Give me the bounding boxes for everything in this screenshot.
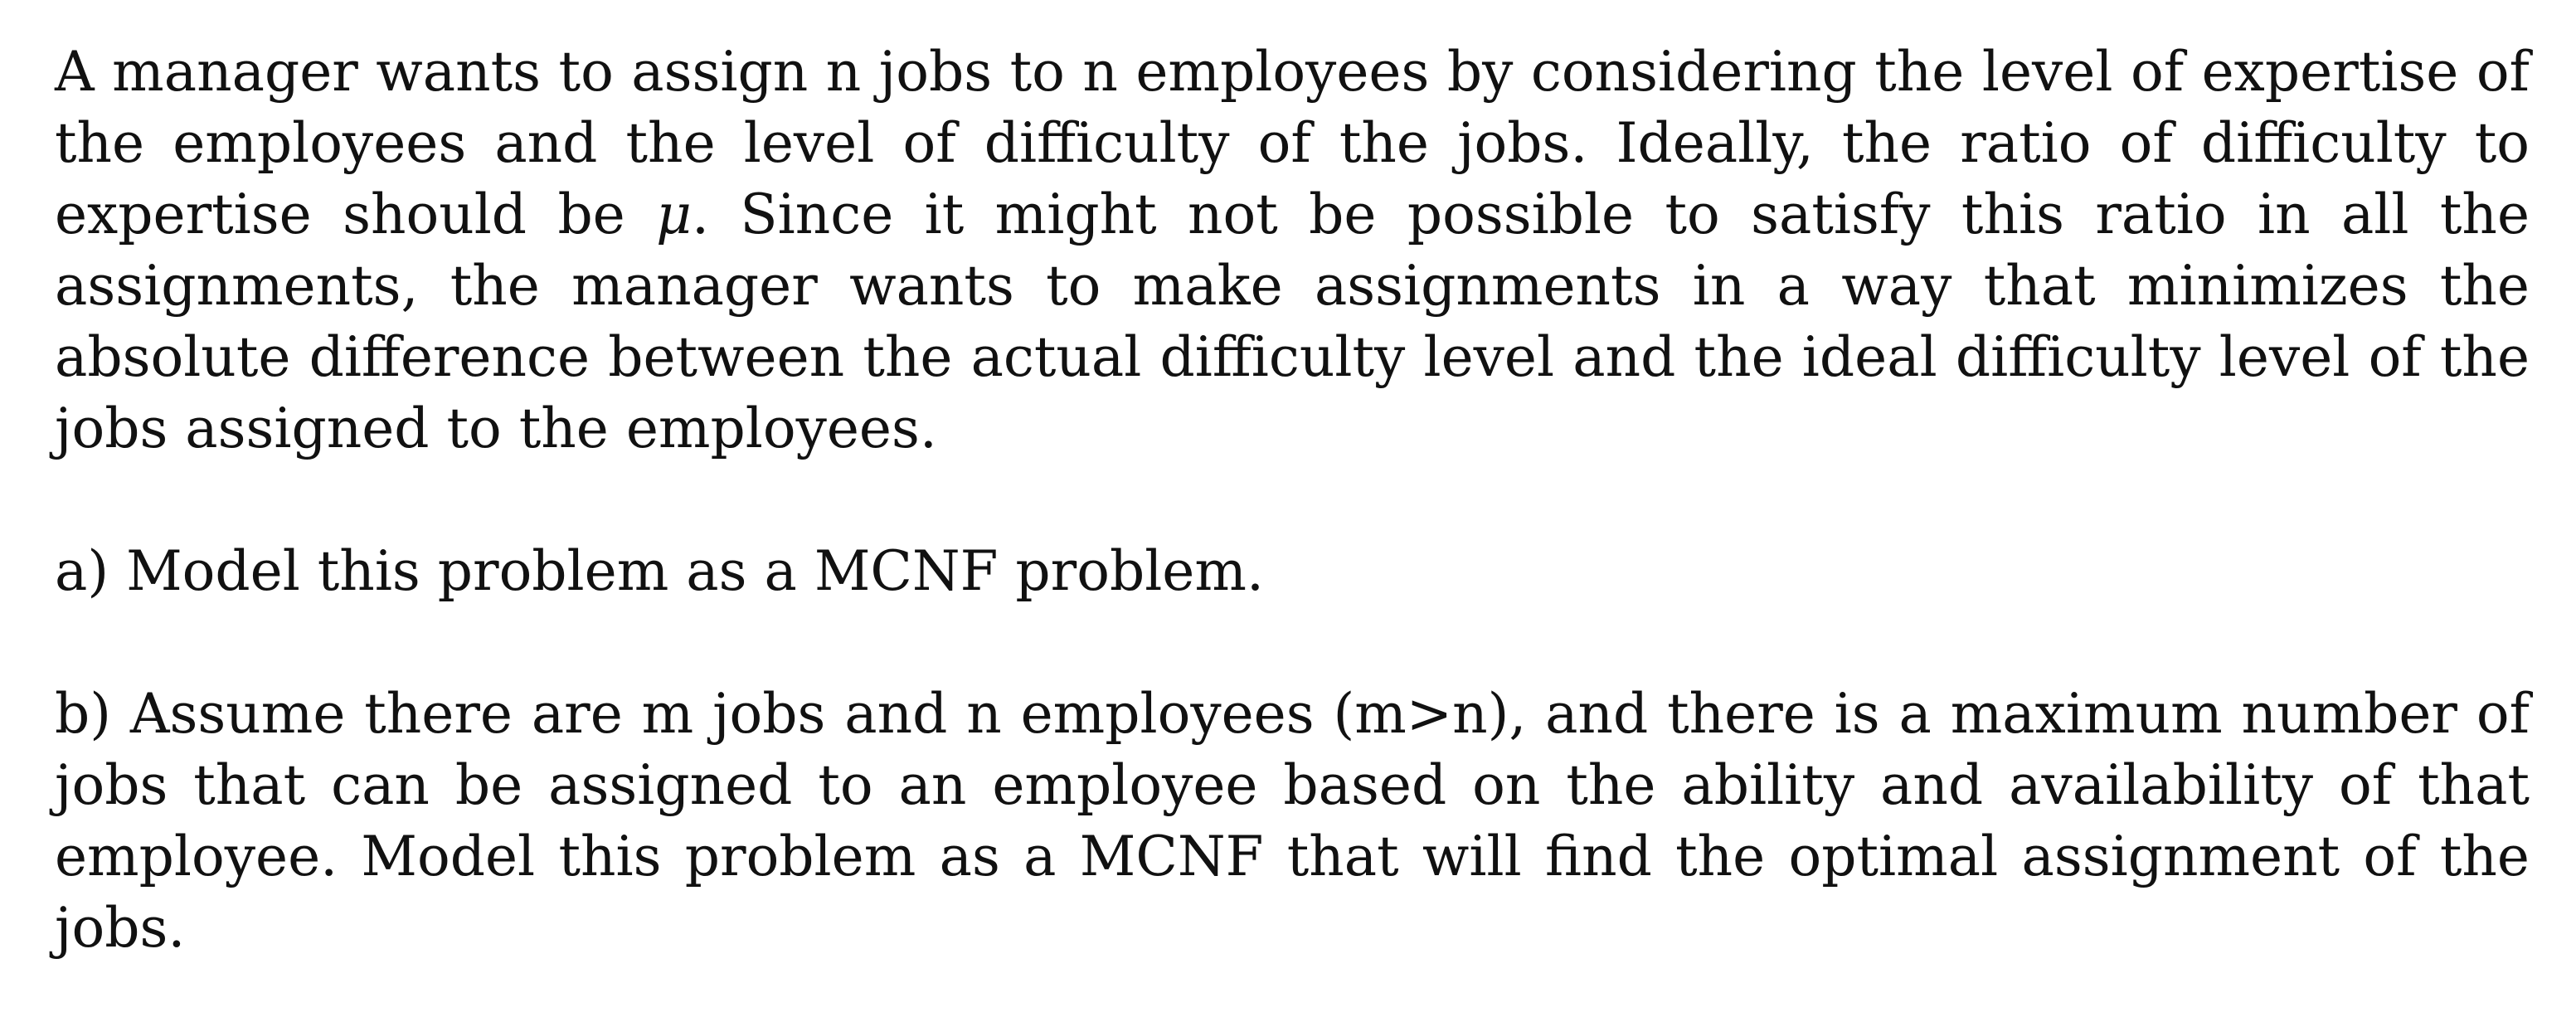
- mu-symbol: μ: [656, 182, 693, 246]
- problem-intro-text-1: A manager wants to assign n jobs to n employees by considering the level of expertise of the employees and the level of difficulty of the jobs. Ideally, the ratio of difficulty to expertise should be: [55, 40, 2530, 246]
- question-part-b: b) Assume there are m jobs and n employees (m>n), and there is a maximum number of jobs that can be assigned to an employee based on the ability and availability of that employee. Model this problem as a MCNF that will find the optimal assignment of the jobs.: [55, 682, 2530, 960]
- problem-intro-text-2: . Since it might not be possible to satisfy this ratio in all the assignments, the manager wants to make assignments in a way that minimizes the absolute difference between the actual difficulty level and the ideal difficulty level of the jobs assigned to the employees.: [55, 182, 2530, 460]
- problem-document: [55, 36, 2530, 964]
- problem-statement: [55, 36, 2530, 465]
- question-part-a: a) Model this problem as a MCNF problem.: [55, 539, 1264, 603]
